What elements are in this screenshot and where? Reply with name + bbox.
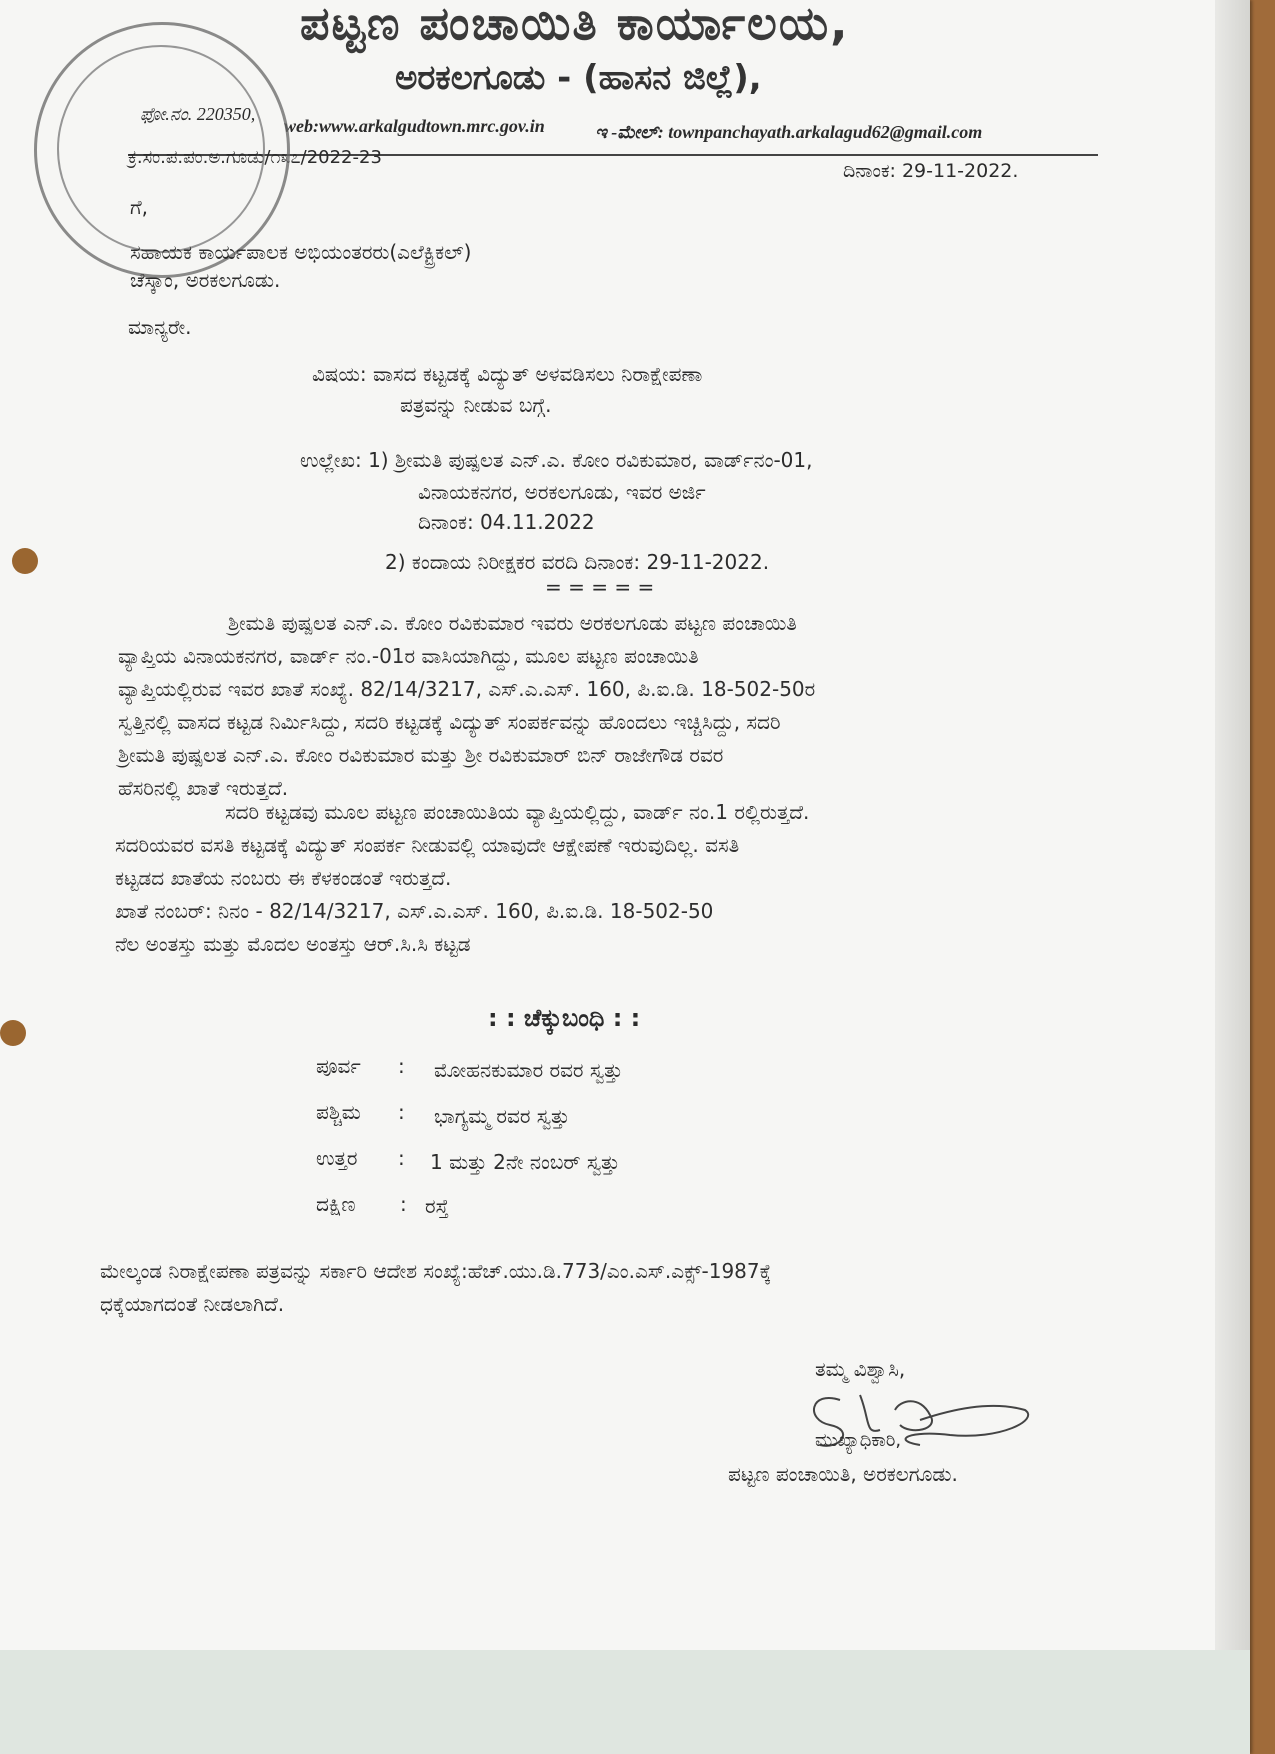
boundary-south-label: ದಕ್ಷಿಣ — [316, 1192, 356, 1216]
reference-line-1: ಉಲ್ಲೇಖ: 1) ಶ್ರೀಮತಿ ಪುಷ್ಪಲತ ಎನ್.ಎ. ಕೋಂ ರವಿಕುಮಾರ, ವಾರ್ಡ್‌ನಂ-01, — [300, 448, 813, 472]
reference-number: ಕ್ರ.ಸಂ.ಪ.ಪಂ.ಅ.ಗೂಡು/೧೩೭/2022-23 — [128, 147, 382, 168]
signatory-designation: ಮುಖ್ಯಾಧಿಕಾರಿ, — [815, 1430, 902, 1451]
para2-line: ಖಾತೆ ನಂಬರ್: ನಿನಂ - 82/14/3217, ಎಸ್.ಎ.ಎಸ್. 160, ಪಿ.ಐ.ಡಿ. 18-502-50 — [115, 899, 714, 923]
boundary-separator: : — [398, 1146, 405, 1170]
recipient-title: ಸಹಾಯಕ ಕಾರ್ಯಪಾಲಕ ಅಭಿಯಂತರರು(ಎಲೆಕ್ಟ್ರಿಕಲ್) — [130, 240, 472, 264]
closing-line: ಧಕ್ಕೆಯಾಗದಂತೆ ನೀಡಲಾಗಿದೆ. — [100, 1292, 285, 1316]
boundary-west-label: ಪಶ್ಚಿಮ — [316, 1100, 361, 1124]
phone-number: ಫೋ.ನಂ. 220350, — [140, 104, 256, 124]
office-name: ಪಟ್ಟಣ ಪಂಚಾಯಿತಿ ಕಾರ್ಯಾಲಯ, — [300, 0, 850, 50]
para1-line: ಶ್ರೀಮತಿ ಪುಷ್ಪಲತ ಎನ್.ಎ. ಕೋಂ ರವಿಕುಮಾರ ಮತ್ತು ಶ್ರೀ ರವಿಕುಮಾರ್ ಬಿನ್ ರಾಜೇಗೌಡ ರವರ — [118, 743, 724, 767]
body-paragraph-1 — [118, 607, 1083, 805]
greeting: ಮಾನ್ಯರೇ. — [128, 315, 192, 339]
closing-paragraph — [100, 1255, 1100, 1321]
body-paragraph-2 — [115, 796, 1080, 961]
boundary-north-value: 1 ಮತ್ತು 2ನೇ ನಂಬರ್ ಸ್ವತ್ತು — [430, 1150, 620, 1174]
subject-line-2: ಪತ್ರವನ್ನು ನೀಡುವ ಬಗ್ಗೆ. — [400, 393, 552, 417]
punch-hole — [0, 1020, 26, 1046]
boundary-separator: : — [398, 1100, 405, 1124]
reference-line-3: ದಿನಾಂಕ: 04.11.2022 — [418, 510, 595, 534]
punch-hole — [12, 548, 38, 574]
signature-scribble — [800, 1380, 1040, 1470]
para1-line: ಶ್ರೀಮತಿ ಪುಷ್ಪಲತ ಎನ್.ಎ. ಕೋಂ ರವಿಕುಮಾರ ಇವರು ಅರಕಲಗೂಡು ಪಟ್ಟಣ ಪಂಚಾಯಿತಿ — [228, 611, 797, 635]
to-label: ಗೆ, — [130, 195, 148, 219]
underlying-sheet — [0, 1650, 1250, 1754]
para2-line: ಕಟ್ಟಡದ ಖಾತೆಯ ನಂಬರು ಈ ಕೆಳಕಂಡಂತೆ ಇರುತ್ತದೆ. — [115, 866, 452, 890]
signatory-office: ಪಟ್ಟಣ ಪಂಚಾಯಿತಿ, ಅರಕಲಗೂಡು. — [728, 1462, 958, 1486]
boundary-separator: : — [400, 1192, 407, 1216]
letter-date: ದಿನಾಂಕ: 29-11-2022. — [843, 160, 1019, 182]
para1-line: ವ್ಯಾಪ್ತಿಯ ವಿನಾಯಕನಗರ, ವಾರ್ಡ್ ನಂ.-01ರ ವಾಸಿಯಾಗಿದ್ದು, ಮೂಲ ಪಟ್ಟಣ ಪಂಚಾಯಿತಿ — [118, 644, 699, 668]
reference-line-2: ವಿನಾಯಕನಗರ, ಅರಕಲಗೂಡು, ಇವರ ಅರ್ಜಿ — [418, 480, 706, 504]
reference-divider: = = = = = — [545, 575, 655, 599]
para1-line: ಸ್ವತ್ತಿನಲ್ಲಿ ವಾಸದ ಕಟ್ಟಡ ನಿರ್ಮಿಸಿದ್ದು, ಸದರಿ ಕಟ್ಟಡಕ್ಕೆ ವಿದ್ಯುತ್ ಸಂಪರ್ಕವನ್ನು ಹೊಂದಲು ಇಚ್ಚಿಸಿದ್ದು, ಸದರಿ — [118, 710, 781, 734]
town-district: ಅರಕಲಗೂಡು - (ಹಾಸನ ಜಿಲ್ಲೆ), — [395, 58, 762, 98]
boundary-east-label: ಪೂರ್ವ — [316, 1054, 361, 1078]
website: web:www.arkalgudtown.mrc.gov.in — [284, 116, 545, 136]
yours-faithfully: ತಮ್ಮ ವಿಶ್ವಾಸಿ, — [815, 1357, 906, 1381]
email: ಇ -ಮೇಲ್: townpanchayath.arkalagud62@gmail.com — [595, 122, 983, 142]
subject-line-1: ವಿಷಯ: ವಾಸದ ಕಟ್ಟಡಕ್ಕೆ ವಿದ್ಯುತ್ ಅಳವಡಿಸಲು ನಿರಾಕ್ಷೇಪಣಾ — [312, 362, 703, 386]
para1-line: ವ್ಯಾಪ್ತಿಯಲ್ಲಿರುವ ಇವರ ಖಾತೆ ಸಂಖ್ಯೆ. 82/14/3217, ಎಸ್.ಎ.ಎಸ್. 160, ಪಿ.ಐ.ಡಿ. 18-502-50ರ — [118, 677, 816, 701]
reference-line-4: 2) ಕಂದಾಯ ನಿರೀಕ್ಷಕರ ವರದಿ ದಿನಾಂಕ: 29-11-2022. — [385, 550, 770, 574]
boundary-title: : : ಚೆಕ್ಕುಬಂಧಿ : : — [488, 1004, 641, 1032]
boundary-north-label: ಉತ್ತರ — [316, 1146, 358, 1170]
boundary-west-value: ಭಾಗ್ಯಮ್ಮ ರವರ ಸ್ವತ್ತು — [434, 1104, 570, 1128]
para2-line: ಸದರಿ ಕಟ್ಟಡವು ಮೂಲ ಪಟ್ಟಣ ಪಂಚಾಯಿತಿಯ ವ್ಯಾಪ್ತಿಯಲ್ಲಿದ್ದು, ವಾರ್ಡ್ ನಂ.1 ರಲ್ಲಿರುತ್ತದೆ. — [225, 800, 810, 824]
para1-line: ಹೆಸರಿನಲ್ಲಿ ಖಾತೆ ಇರುತ್ತದೆ. — [118, 776, 289, 800]
closing-line: ಮೇಲ್ಕಂಡ ನಿರಾಕ್ಷೇಪಣಾ ಪತ್ರವನ್ನು ಸರ್ಕಾರಿ ಆದೇಶ ಸಂಖ್ಯೆ:ಹೆಚ್.ಯು.ಡಿ.773/ಎಂ.ಎಸ್.ಎಕ್ಸ್-1987ಕ್ಕೆ — [100, 1259, 772, 1283]
boundary-east-value: ಮೋಹನಕುಮಾರ ರವರ ಸ್ವತ್ತು — [434, 1058, 623, 1082]
para2-line: ನೆಲ ಅಂತಸ್ತು ಮತ್ತು ಮೊದಲ ಅಂತಸ್ತು ಆರ್.ಸಿ.ಸಿ ಕಟ್ಟಡ — [115, 932, 471, 956]
paper-edge — [1215, 0, 1250, 1754]
boundary-separator: : — [398, 1054, 405, 1078]
para2-line: ಸದರಿಯವರ ವಸತಿ ಕಟ್ಟಡಕ್ಕೆ ವಿದ್ಯುತ್ ಸಂಪರ್ಕ ನೀಡುವಲ್ಲಿ ಯಾವುದೇ ಆಕ್ಷೇಪಣೆ ಇರುವುದಿಲ್ಲ. ವಸತಿ — [115, 833, 740, 857]
recipient-office: ಚೆಸ್ಕಾಂ, ಅರಕಲಗೂಡು. — [130, 268, 281, 292]
boundary-south-value: ರಸ್ತೆ — [425, 1194, 449, 1218]
